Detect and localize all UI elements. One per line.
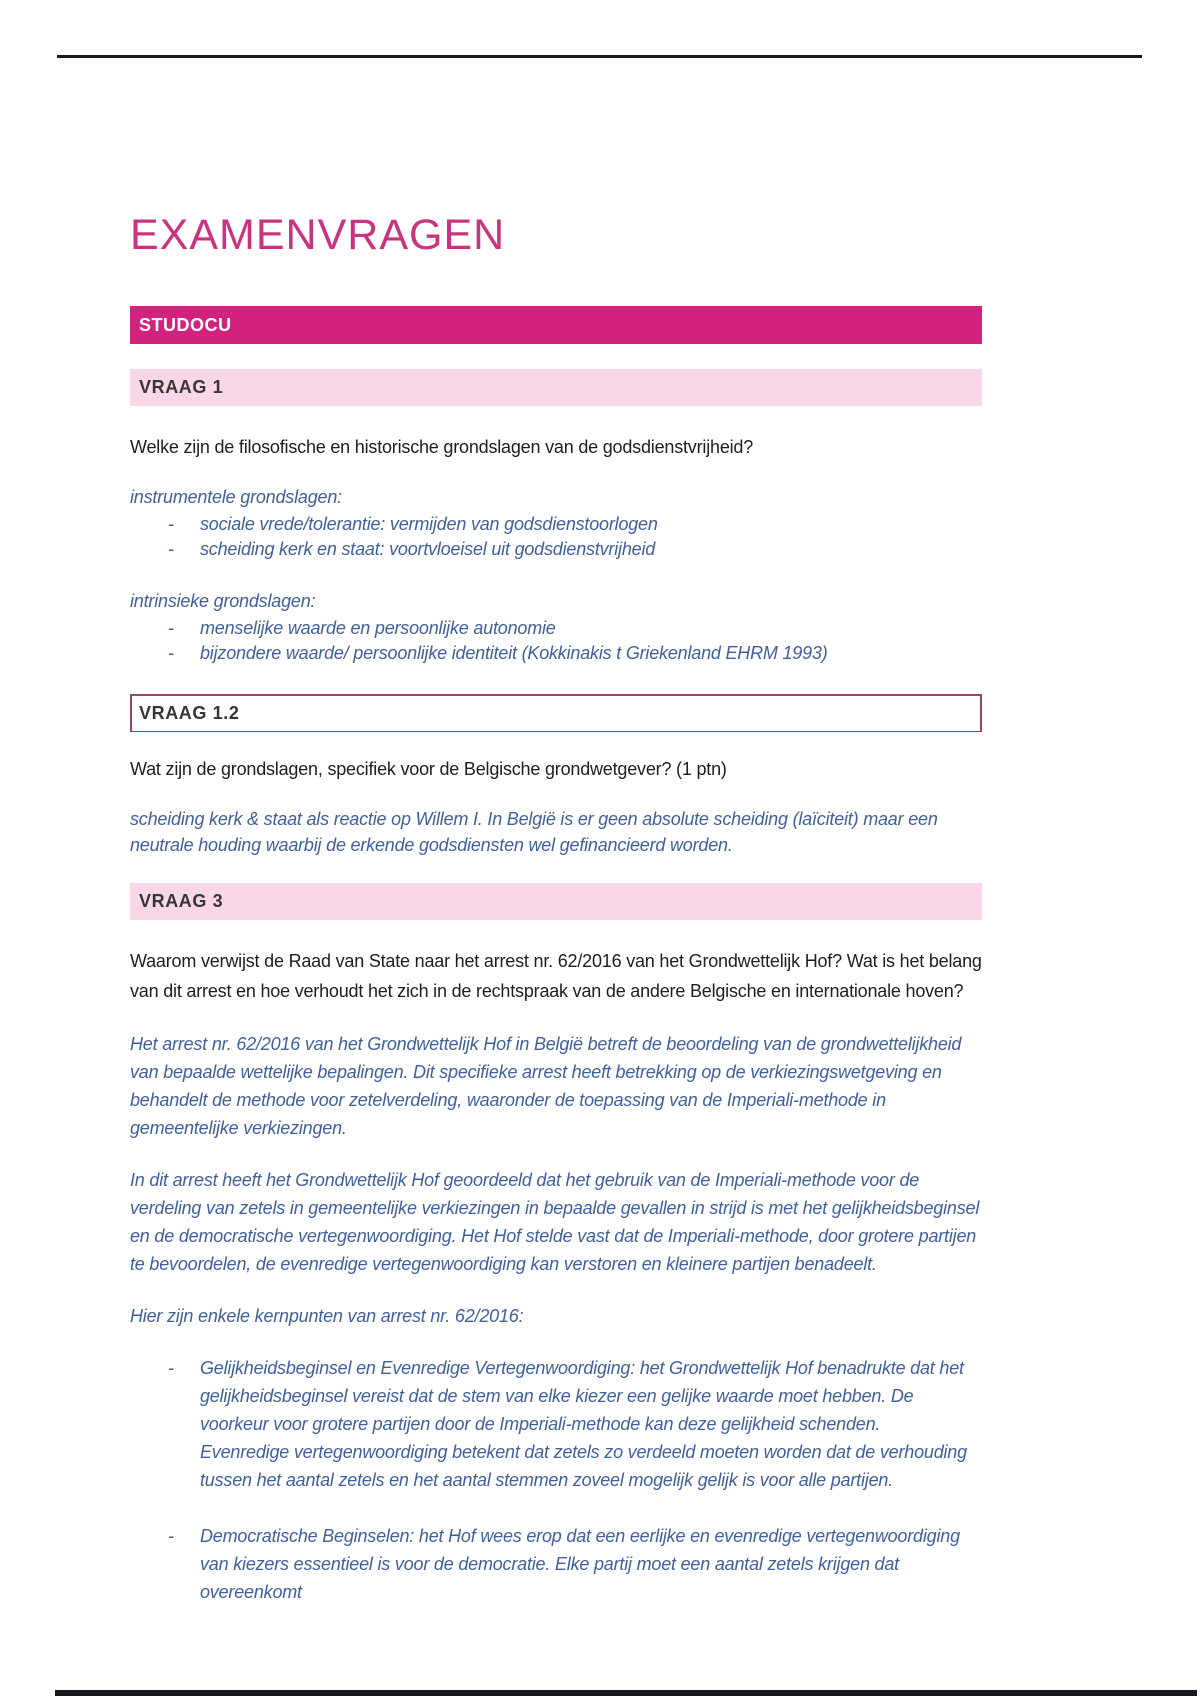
list-item: - menselijke waarde en persoonlijke autonomie: [130, 616, 982, 641]
answer-list: [130, 512, 982, 562]
list-item-text: - Gelijkheidsbeginsel en Evenredige Vertegenwoordiging: het Grondwettelijk Hof benadrukte dat het gelijkheidsbeginsel vereist dat de stem van elke kiezer een gelijke waarde moet hebben. De voorkeur voor grotere partijen door de Imperiali-methode kan deze gelijkheid schenden.: [200, 1358, 964, 1434]
page-title: EXAMENVRAGEN: [130, 211, 506, 259]
answer-group-label: intrinsieke grondslagen:: [130, 591, 316, 611]
document-content: [130, 0, 982, 1606]
question-text: Waarom verwijst de Raad van State naar het arrest nr. 62/2016 van het Grondwettelijk Hof? Wat is het belang van dit arrest en hoe verhoudt het zich in de rechtspraak van de andere Belgische en internationale hoven?: [130, 951, 982, 1001]
answer-paragraph: In dit arrest heeft het Grondwettelijk Hof geoordeeld dat het gebruik van de Imperiali-methode voor de verdeling van zetels in gemeentelijke verkiezingen in bepaalde gevallen in strijd is met het gelijkheidsbeginsel en de democratische vertegenwoordiging. Het Hof stelde vast dat de Imperiali-methode, door grotere partijen te bevoordelen, de evenredige vertegenwoordiging kan verstoren en kleinere partijen benadeelt.: [130, 1170, 980, 1274]
section-header-vraag-1-2: VRAAG 1.2: [130, 694, 982, 732]
bottom-rule: [55, 1690, 1197, 1696]
section-header-vraag-1: VRAAG 1: [130, 369, 982, 406]
answer-text: scheiding kerk & staat als reactie op Willem I. In België is er geen absolute scheiding (laïciteit) maar een neutrale houding waarbij de erkende godsdiensten wel gefinancieerd worden.: [130, 809, 938, 855]
answer-list: [130, 1354, 982, 1606]
list-item: - bijzondere waarde/ persoonlijke identiteit (Kokkinakis t Griekenland EHRM 1993): [130, 641, 982, 666]
answer-paragraph: Hier zijn enkele kernpunten van arrest nr. 62/2016:: [130, 1306, 524, 1326]
question-text: Wat zijn de grondslagen, specifiek voor de Belgische grondwetgever? (1 ptn): [130, 759, 727, 779]
list-item: [130, 1354, 982, 1494]
list-item: - scheiding kerk en staat: voortvloeisel uit godsdienstvrijheid: [130, 537, 982, 562]
answer-list: [130, 616, 982, 666]
studocu-banner: STUDOCU: [130, 306, 982, 344]
list-item: - Democratische Beginselen: het Hof wees erop dat een eerlijke en evenredige vertegenwoordiging van kiezers essentieel is voor de democratie. Elke partij moet een aantal zetels krijgen dat overeenkomt: [130, 1522, 982, 1606]
answer-group-label: instrumentele grondslagen:: [130, 487, 342, 507]
answer-paragraph: Het arrest nr. 62/2016 van het Grondwettelijk Hof in België betreft de beoordeling van de grondwettelijkheid van bepaalde wettelijke bepalingen. Dit specifieke arrest heeft betrekking op de verkiezingswetgeving en behandelt de methode voor zetelverdeling, waaronder de toepassing van de Imperiali-methode in gemeentelijke verkiezingen.: [130, 1034, 962, 1138]
section-header-vraag-3: VRAAG 3: [130, 883, 982, 920]
question-text: Welke zijn de filosofische en historische grondslagen van de godsdienstvrijheid?: [130, 437, 754, 457]
list-item-text: Evenredige vertegenwoordiging betekent dat zetels zo verdeeld moeten worden dat de verhouding tussen het aantal zetels en het aantal stemmen zoveel mogelijk gelijk is voor alle partijen.: [200, 1442, 967, 1490]
list-item: - sociale vrede/tolerantie: vermijden van godsdienstoorlogen: [130, 512, 982, 537]
